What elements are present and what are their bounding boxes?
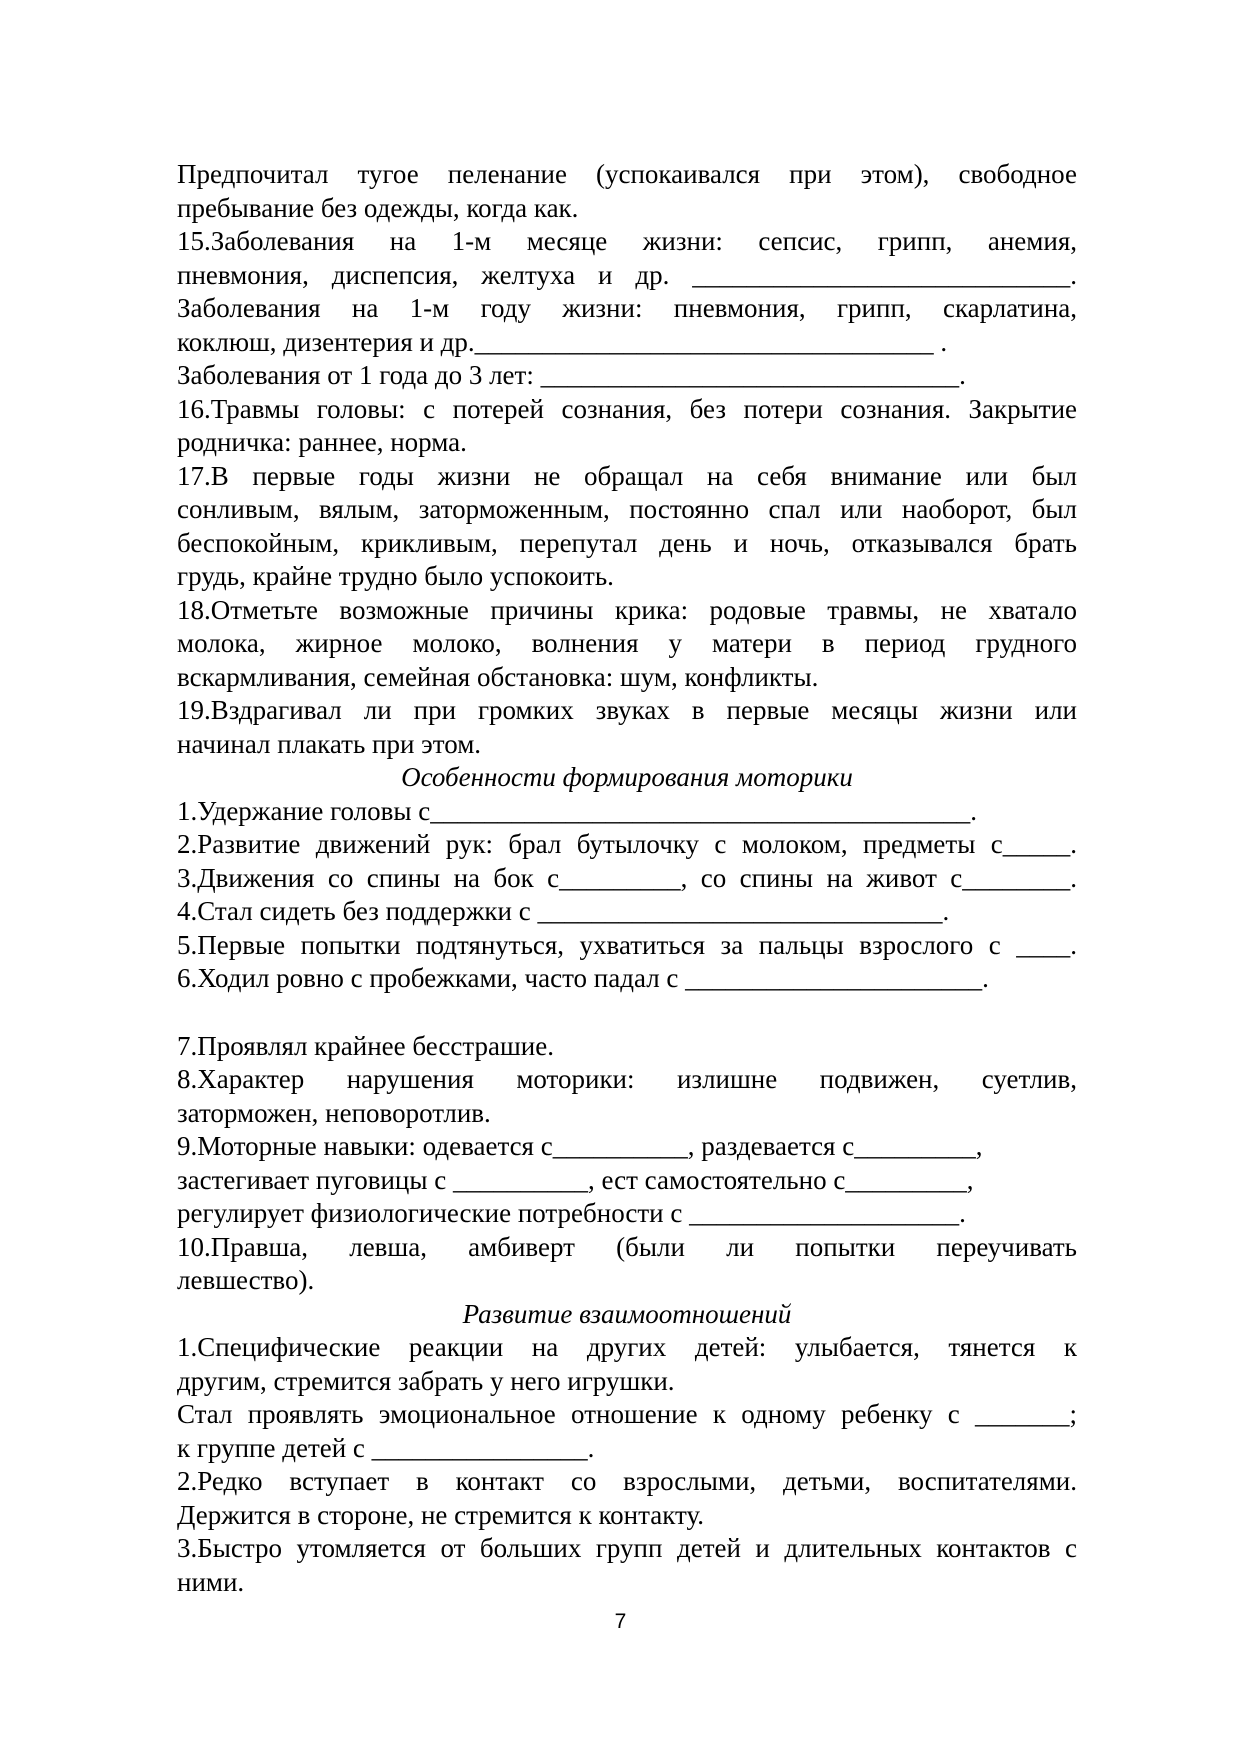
text-line: левшество). — [177, 1265, 315, 1295]
text-line: 4.Стал сидеть без поддержки с ______________________________. — [177, 896, 950, 926]
page-number: 7 — [614, 1610, 627, 1633]
text-line: 1.Специфические реакции на других детей: улыбается, тянется к — [177, 1332, 1077, 1362]
text-line: молока, жирное молоко, волнения у матери в период грудного — [177, 628, 1077, 658]
text-line: Держится в стороне, не стремится к контакту. — [177, 1499, 705, 1530]
text-line: пневмония, диспепсия, желтуха и др. ____________________________. — [177, 259, 1077, 290]
text-line: 9.Моторные навыки: одевается с__________, раздевается с_________, — [177, 1131, 983, 1161]
text-line: беспокойным, крикливым, перепутал день и ночь, отказывался брать — [177, 527, 1077, 558]
section-heading-relationships: Развитие взаимоотношений — [462, 1298, 792, 1329]
text-line: родничка: раннее, норма. — [177, 427, 467, 457]
text-line: начинал плакать при этом. — [177, 728, 482, 759]
text-line: вскармливания, семейная обстановка: шум, конфликты. — [177, 661, 819, 692]
text-line: к группе детей с ________________. — [177, 1432, 595, 1463]
text-line: застегивает пуговицы с __________, ест самостоятельно с_________, — [177, 1164, 974, 1195]
page-content — [177, 158, 1077, 1599]
text-line: 15.Заболевания на 1-м месяце жизни: сепсис, грипп, анемия, — [177, 226, 1077, 256]
text-line: 2.Развитие движений рук: брал бутылочку с молоком, предметы с_____. — [177, 829, 1077, 859]
text-line: 2.Редко вступает в контакт со взрослыми, детьми, воспитателями. — [177, 1466, 1077, 1496]
text-line: Заболевания на 1-м году жизни: пневмония, грипп, скарлатина, — [177, 293, 1077, 323]
text-line: 3.Движения со спины на бок с_________, со спины на живот с________. — [177, 862, 1077, 893]
text-line: 19.Вздрагивал ли при громких звуках в первые месяцы жизни или — [177, 695, 1077, 725]
text-line: заторможен, неповоротлив. — [177, 1097, 491, 1128]
text-line: сонливым, вялым, заторможенным, постоянно спал или наоборот, был — [177, 494, 1077, 524]
paragraph-gap — [177, 996, 1077, 1030]
text-line: 8.Характер нарушения моторики: излишне подвижен, суетлив, — [177, 1064, 1077, 1094]
text-line: коклюш, дизентерия и др.__________________________________ . — [177, 326, 948, 357]
text-line: 7.Проявлял крайнее бесстрашие. — [177, 1030, 554, 1061]
text-line: Заболевания от 1 года до 3 лет: _______________________________. — [177, 360, 966, 390]
text-line: 1.Удержание головы с________________________________________. — [177, 795, 977, 826]
text-line: другим, стремится забрать у него игрушки. — [177, 1365, 675, 1396]
text-line: Предпочитал тугое пеленание (успокаивался при этом), свободное — [177, 159, 1077, 189]
text-line: 17.В первые годы жизни не обращал на себя внимание или был — [177, 460, 1077, 491]
text-line: 5.Первые попытки подтянуться, ухватиться за пальцы взрослого с ____. — [177, 929, 1077, 960]
text-line: 6.Ходил ровно с пробежками, часто падал с ______________________. — [177, 963, 989, 993]
text-line: Стал проявлять эмоциональное отношение к одному ребенку с _______; — [177, 1399, 1077, 1429]
text-line: регулирует физиологические потребности с ____________________. — [177, 1198, 966, 1228]
text-line: 10.Правша, левша, амбиверт (были ли попытки переучивать — [177, 1231, 1077, 1262]
section-heading-motor-skills: Особенности формирования моторики — [401, 762, 853, 792]
text-line: 18.Отметьте возможные причины крика: родовые травмы, не хватало — [177, 594, 1077, 625]
text-line: ними. — [177, 1566, 245, 1597]
text-line: 3.Быстро утомляется от больших групп детей и длительных контактов с — [177, 1533, 1077, 1563]
text-line: грудь, крайне трудно было успокоить. — [177, 561, 614, 591]
text-line: пребывание без одежды, когда как. — [177, 192, 579, 223]
text-line: 16.Травмы головы: с потерей сознания, без потери сознания. Закрытие — [177, 393, 1077, 424]
